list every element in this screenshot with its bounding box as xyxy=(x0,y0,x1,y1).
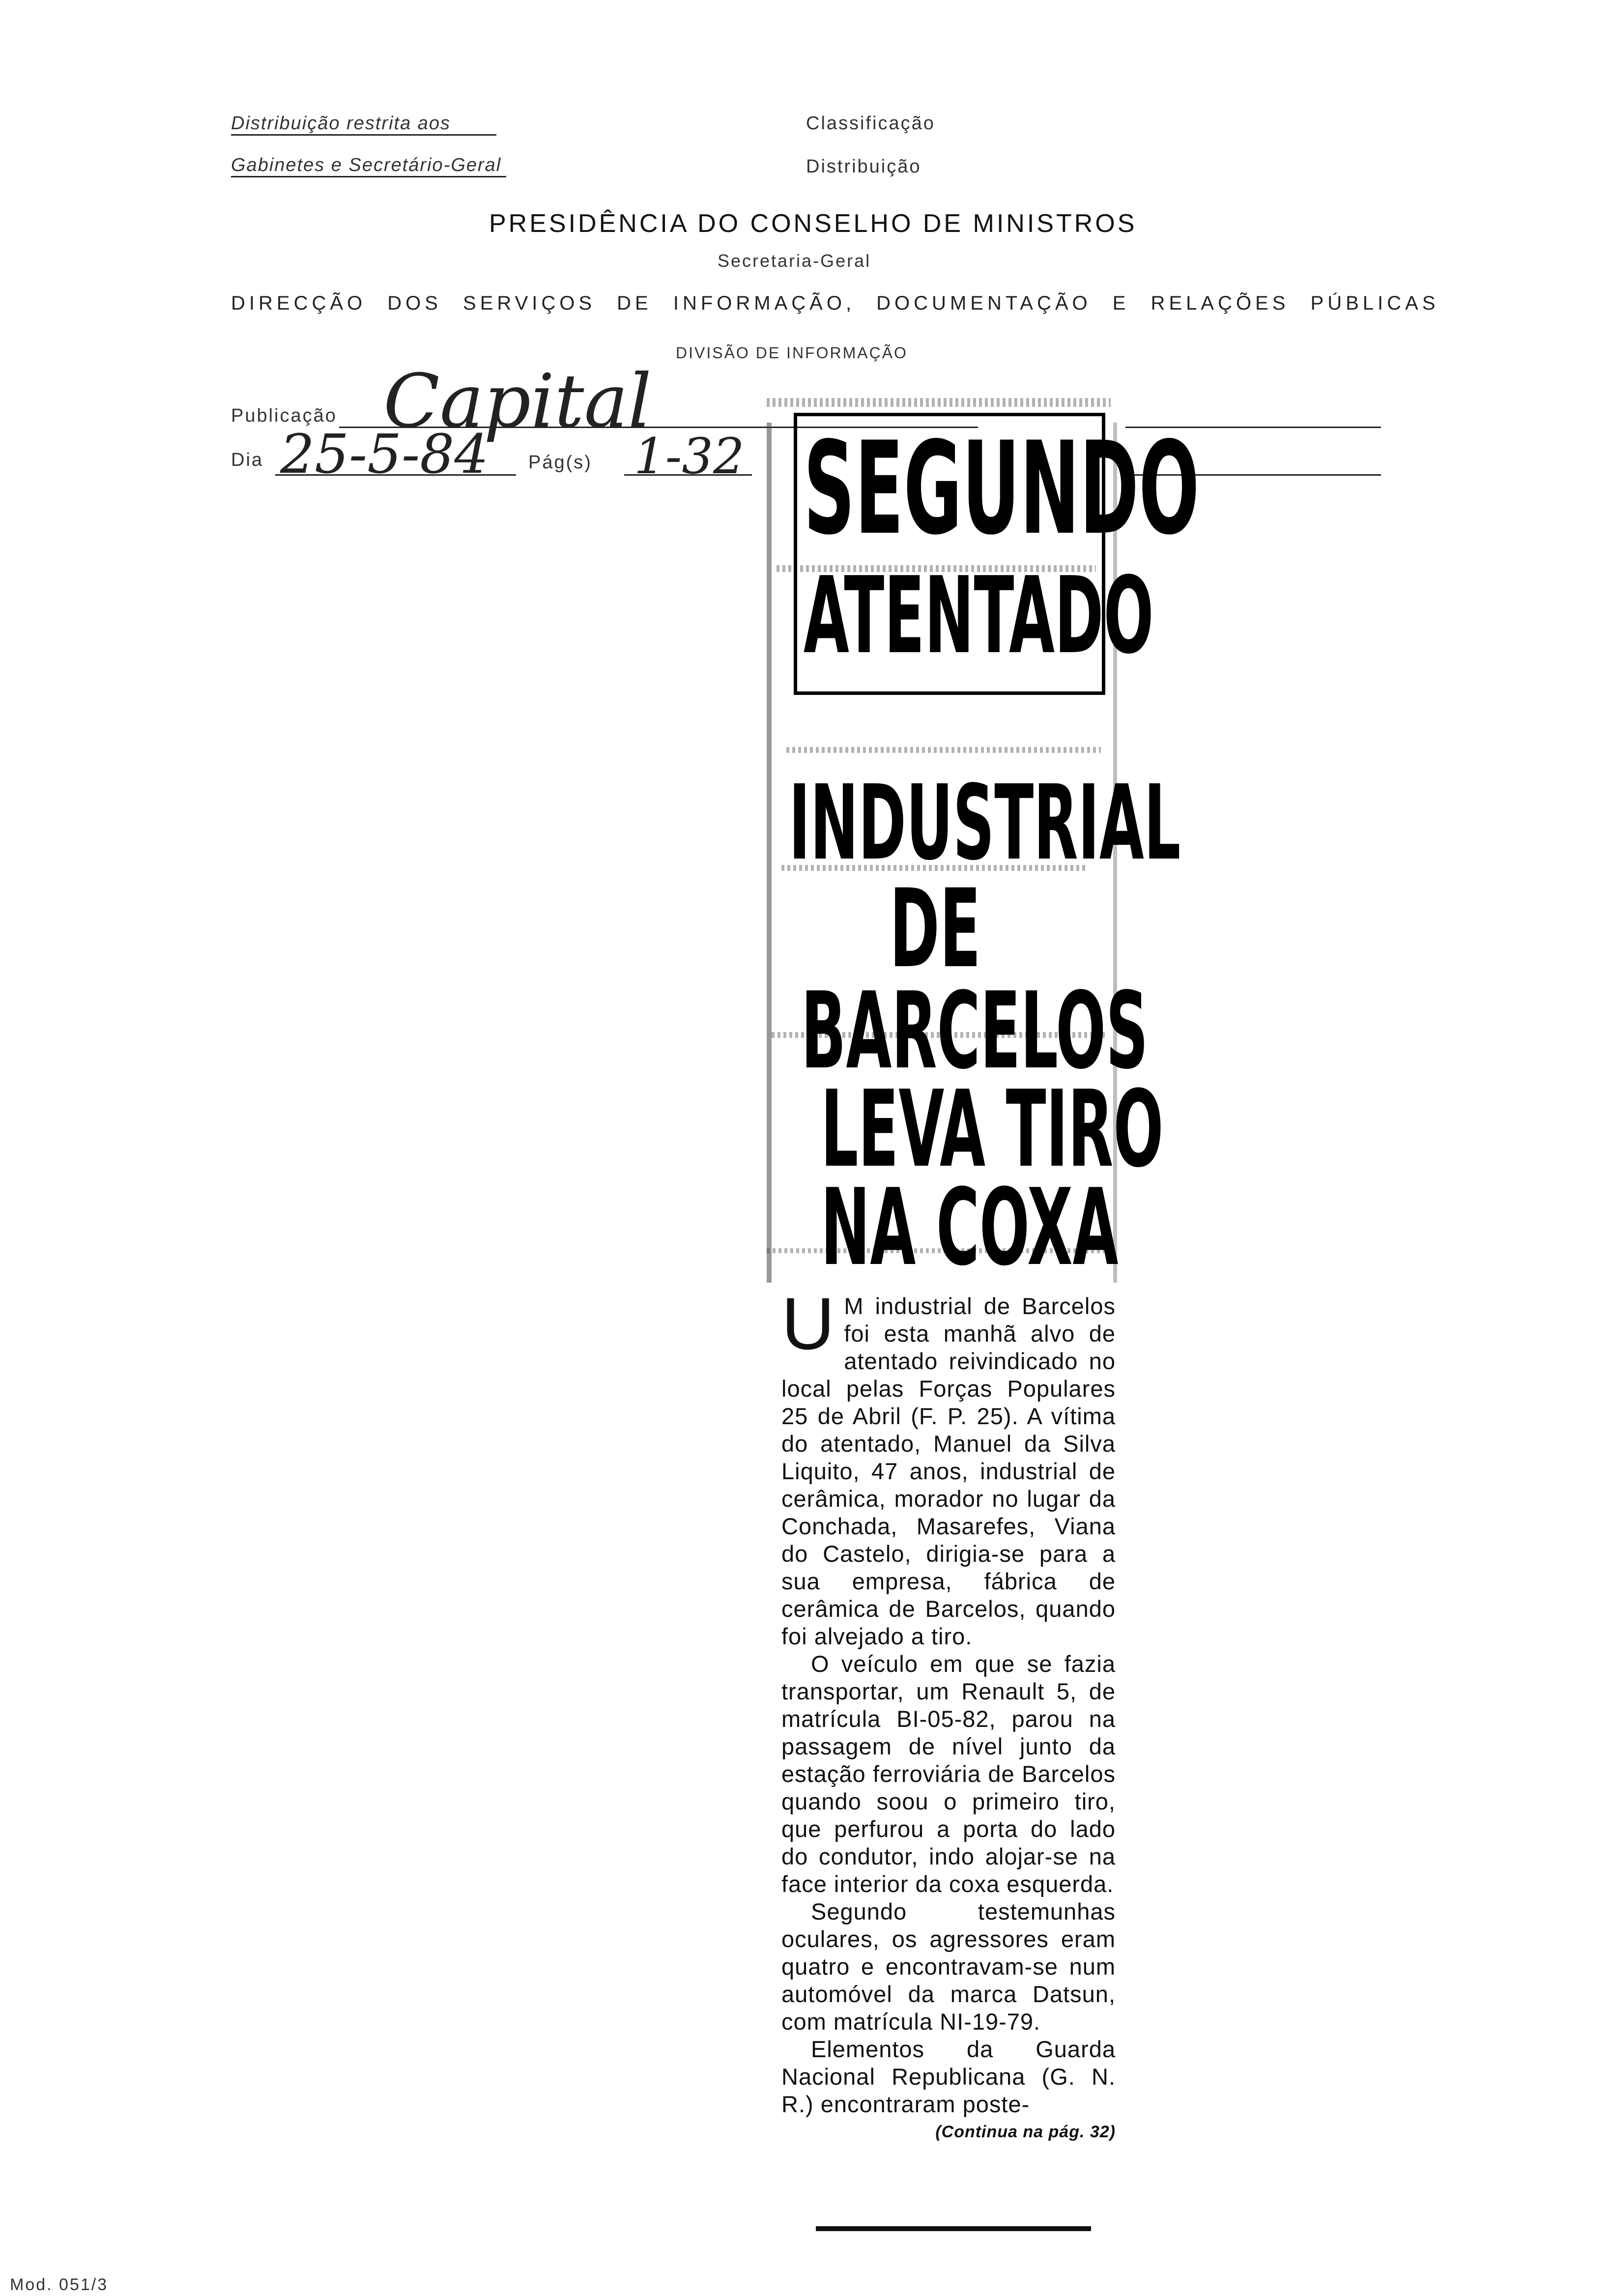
drop-cap: U xyxy=(781,1282,835,1365)
headline-line-6: LEVA TIRO xyxy=(821,1067,1164,1191)
publication-handwritten: Capital xyxy=(383,359,652,444)
headline-line-3: INDUSTRIAL xyxy=(789,763,1181,883)
article-paragraph-4: Elementos da Guarda Nacional Republicana (G. N. R.) encontraram poste- xyxy=(781,2036,1116,2117)
pages-label: Pág(s) xyxy=(528,452,592,473)
headline-line-2: ATENTADO xyxy=(804,554,1154,677)
article-body xyxy=(781,1282,1116,2146)
headline-line-1: SEGUNDO xyxy=(804,415,1200,563)
division-title: DIVISÃO DE INFORMAÇÃO xyxy=(676,344,908,362)
secretariat-title: Secretaria-Geral xyxy=(718,251,871,271)
pages-handwritten: 1-32 xyxy=(634,428,745,485)
article-paragraph-2: O veículo em que se fazia transportar, um Renault 5, de matrícula BI-05-82, parou na passagem de nível junto da estação ferroviária de Barcelos quando soou o primeiro tiro, que perfurou a porta do lado do condutor, indo alojar-se na face interior da coxa esquerda. xyxy=(781,1651,1116,1897)
day-handwritten: 25-5-84 xyxy=(280,423,489,486)
classification-label: Classificação xyxy=(806,113,935,134)
form-code: Mod. 051/3 xyxy=(10,2275,109,2294)
restricted-line-2: Gabinetes e Secretário-Geral xyxy=(231,155,506,177)
restricted-line-1: Distribuição restrita aos xyxy=(231,113,496,136)
continuation-note: (Continua na pág. 32) xyxy=(935,2123,1116,2141)
newspaper-clipping xyxy=(767,393,1200,2241)
article-paragraph-3: Segundo testemunhas oculares, os agressores eram quatro e encontravam-se num automóvel da marca Datsun, com matrícula NI-19-79. xyxy=(781,1898,1116,2035)
publication-label: Publicação xyxy=(231,405,337,426)
headline-line-4: DE xyxy=(890,866,981,992)
headline-line-7: NA COXA xyxy=(821,1166,1119,1289)
article-paragraph-1: M industrial de Barcelos foi esta manhã alvo de atentado reivindicado no local pelas Forças Populares 25 de Abril (F. P. 25). A vítima do atentado, Manuel da Silva Liquito, 47 anos, industrial de cerâmica, morador no lugar da Conchada, Masarefes, Viana do Castelo, dirigia-se para a sua empresa, fábrica de cerâmica de Barcelos, quando foi alvejado a tiro. xyxy=(781,1293,1116,1649)
day-label: Dia xyxy=(231,450,264,470)
directorate-title: DIRECÇÃO DOS SERVIÇOS DE INFORMAÇÃO, DOCUMENTAÇÃO E RELAÇÕES PÚBLICAS xyxy=(231,292,1439,314)
headline-line-5: BARCELOS xyxy=(801,969,1149,1092)
distribution-label: Distribuição xyxy=(806,156,921,177)
ministry-title: PRESIDÊNCIA DO CONSELHO DE MINISTROS xyxy=(489,209,1137,238)
